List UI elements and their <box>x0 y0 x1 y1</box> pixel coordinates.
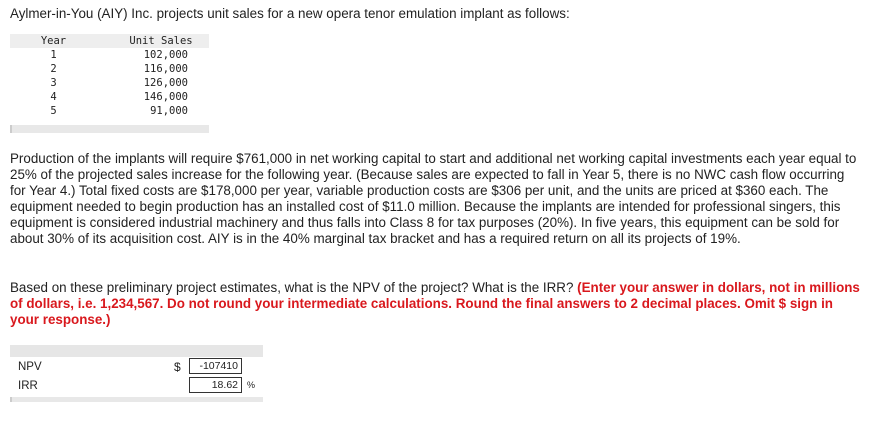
sales-cell: 146,000 <box>143 91 188 103</box>
table-row <box>10 104 209 118</box>
sales-cell: 126,000 <box>143 77 188 89</box>
sales-cell: 102,000 <box>143 49 188 61</box>
table-row <box>10 76 209 90</box>
table-row <box>10 48 209 62</box>
unit-sales-table <box>10 34 209 133</box>
question-text <box>10 280 860 328</box>
table-row <box>10 62 209 76</box>
irr-label: IRR <box>18 380 38 392</box>
percent-sign: % <box>247 380 256 390</box>
year-cell: 3 <box>50 77 57 89</box>
table-footer <box>10 125 209 133</box>
npv-row <box>10 357 263 376</box>
npv-input[interactable] <box>189 358 242 374</box>
answer-table-footer <box>10 397 263 402</box>
sales-cell: 91,000 <box>150 105 188 117</box>
table-header <box>10 34 209 48</box>
year-cell: 4 <box>50 91 57 103</box>
table-row <box>10 90 209 104</box>
intro-text: Aylmer-in-You (AIY) Inc. projects unit sales for a new opera tenor emulation implant as follows: <box>10 6 570 21</box>
irr-input[interactable] <box>189 377 242 393</box>
answer-table <box>10 345 263 402</box>
answer-instructions: (Enter your answer in dollars, not in millions of dollars, i.e. 1,234,567. Do not round your intermediate calculations. Round the final answers to 2 decimal places. Omit $ sign in your response.) <box>10 280 860 327</box>
year-cell: 2 <box>50 63 57 75</box>
year-column-header: Year <box>40 35 67 47</box>
npv-label: NPV <box>18 361 42 373</box>
answer-table-header <box>10 345 263 357</box>
question-prompt: Based on these preliminary project estimates, what is the NPV of the project? What is the IRR? <box>10 280 578 295</box>
irr-row <box>10 376 263 395</box>
sales-cell: 116,000 <box>143 63 188 75</box>
dollar-sign: $ <box>174 360 181 374</box>
unit-sales-column-header: Unit Sales <box>129 35 193 47</box>
year-cell: 5 <box>50 105 57 117</box>
year-cell: 1 <box>50 49 57 61</box>
problem-description: Production of the implants will require $761,000 in net working capital to start and additional net working capital investments each year equal to 25% of the projected sales increase for the following year. (Because sales are expected to fall in Year 5, there is no NWC cash flow occurring for Year 4.) Total fixed costs are $178,000 per year, variable production costs are $306 per unit, and the units are priced at $360 each. The equipment needed to begin production has an installed cost of $11.0 million. Because the implants are intended for professional singers, this equipment is considered industrial machinery and thus falls into Class 8 for tax purposes (20%). In five years, this equipment can be sold for about 30% of its acquisition cost. AIY is in the 40% marginal tax bracket and has a required return on all its projects of 19%. <box>10 151 857 246</box>
